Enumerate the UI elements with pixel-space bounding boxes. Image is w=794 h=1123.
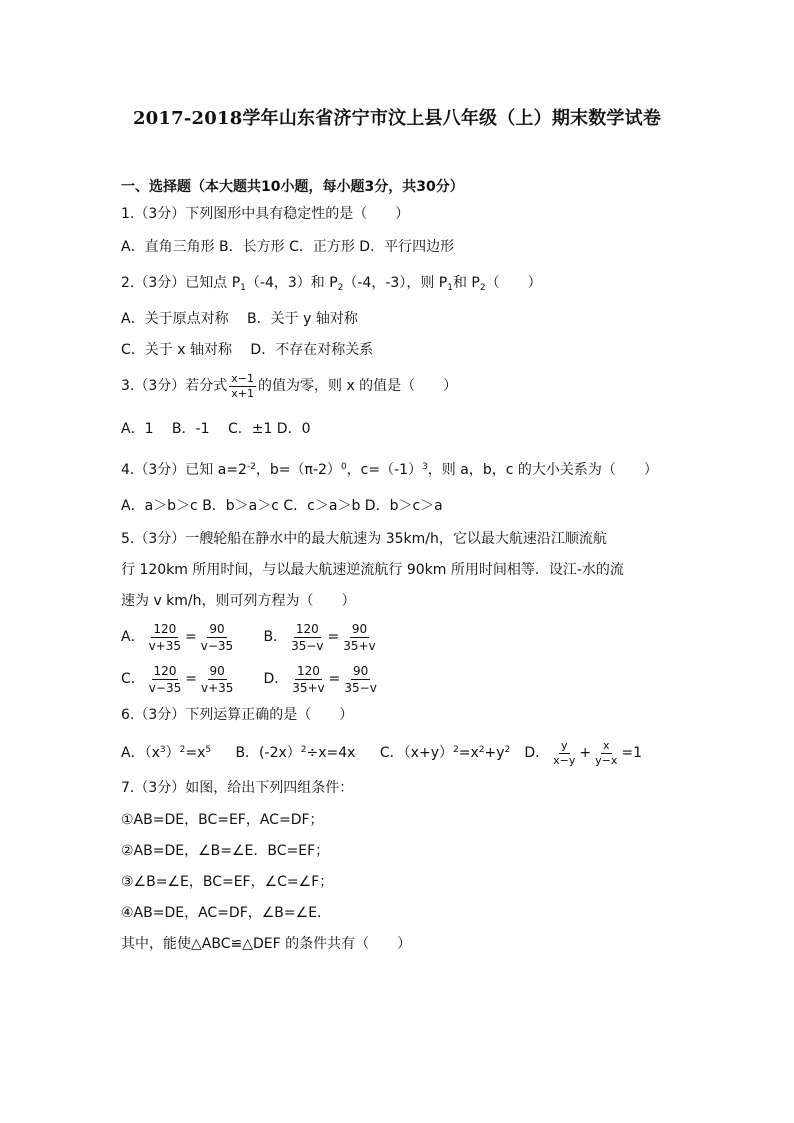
opt-text: C．（x+y）	[379, 745, 453, 761]
q2-options-ab: A．关于原点对称 B．关于 y 轴对称	[121, 311, 358, 327]
fraction-numerator: 120	[295, 621, 319, 636]
q2-text: （ ）	[485, 275, 542, 291]
q2-sub: 2	[479, 283, 486, 293]
fraction-numerator: x−1	[231, 371, 254, 385]
q3-fraction	[229, 372, 256, 401]
q7-condition-3: ③∠B=∠E，BC=EF，∠C=∠F；	[121, 874, 334, 890]
fraction-denominator: v+35	[148, 638, 182, 653]
q2-text: 2.（3分）已知点 P	[121, 275, 241, 291]
opt-sup: 5	[205, 745, 212, 755]
q1-options: A．直角三角形 B．长方形 C．正方形 D．平行四边形	[121, 239, 455, 255]
q2-text: （-4，3）和 P	[245, 275, 338, 291]
q3-stem	[121, 371, 457, 401]
q2-text: （-4，-3），则 P	[343, 275, 448, 291]
fraction	[147, 663, 183, 696]
equals-sign: =	[185, 629, 197, 645]
opt-sup: 2	[179, 745, 186, 755]
option-label: A．	[121, 629, 145, 645]
q2-text: 和 P	[452, 275, 480, 291]
fraction	[199, 621, 235, 654]
equals-sign: =	[327, 629, 340, 645]
q3-text: 3.（3分）若分式	[121, 378, 228, 394]
q3-options: A．1 B．-1 C．±1 D．0	[121, 421, 311, 437]
q6-stem: 6.（3分）下列运算正确的是（ ）	[121, 707, 354, 723]
opt-sup: 2	[300, 745, 307, 755]
section-heading: 一、选择题（本大题共10小题，每小题3分，共30分）	[121, 179, 464, 195]
opt-text: ）	[165, 745, 180, 761]
q4-text: ，c=（-1）	[346, 462, 423, 478]
option-label: D．	[263, 671, 289, 687]
fraction-denominator: v−35	[148, 680, 182, 695]
opt-sup: 2	[504, 745, 511, 755]
fraction	[341, 621, 377, 654]
fraction-numerator: 120	[153, 621, 177, 636]
fraction-numerator: x	[602, 738, 610, 752]
q5-line1: 5.（3分）一艘轮船在静水中的最大航速为 35km/h，它以最大航速沿江顺流航	[121, 531, 607, 547]
fraction	[289, 621, 325, 654]
q4-text: 4.（3分）已知 a=2	[121, 462, 247, 478]
q2-sub: 1	[240, 283, 246, 293]
opt-text: =x	[185, 745, 206, 761]
fraction	[147, 621, 183, 654]
fraction-denominator: 35+v	[292, 680, 325, 695]
q5-option-b	[263, 620, 379, 654]
q5-options-cd	[121, 662, 381, 696]
q7-condition-4: ④AB=DE，AC=DF，∠B=∠E．	[121, 905, 332, 921]
q7-question: 其中，能使△ABC≌△DEF 的条件共有（ ）	[121, 936, 412, 952]
fraction-denominator: y−x	[595, 753, 618, 767]
q2-sub: 1	[447, 283, 453, 293]
q5-option-d	[263, 662, 380, 696]
fraction-denominator: 35−v	[344, 680, 377, 695]
option-label: C．	[121, 671, 145, 687]
fraction-numerator: 90	[209, 663, 225, 678]
q5-option-a	[121, 620, 259, 654]
q6-option-d	[524, 737, 642, 769]
q3-text: 的值为零，则 x 的值是（ ）	[258, 378, 458, 394]
q4-sup: 0	[340, 462, 347, 472]
fraction	[551, 739, 577, 768]
q5-line3: 速为 v km/h，则可列方程为（ ）	[121, 593, 356, 609]
fraction-numerator: 90	[352, 663, 369, 678]
q6-options	[121, 737, 642, 769]
exam-title: 2017-2018学年山东省济宁市汶上县八年级（上）期末数学试卷	[132, 108, 662, 129]
q7-condition-1: ①AB=DE，BC=EF，AC=DF；	[121, 812, 324, 828]
q6-option-a	[121, 737, 231, 769]
fraction	[199, 663, 235, 696]
q6-option-b	[235, 737, 375, 769]
q5-option-c	[121, 662, 259, 696]
opt-text: +y	[484, 745, 505, 761]
fraction-numerator: 120	[297, 663, 320, 678]
opt-sup: 2	[452, 745, 459, 755]
q4-sup: -2	[246, 462, 256, 472]
plus-sign: +	[579, 745, 592, 761]
fraction-numerator: y	[561, 738, 568, 752]
q4-text: ，b=（π-2）	[255, 462, 341, 478]
option-label: B．	[263, 629, 288, 645]
q5-line2: 行 120km 所用时间，与以最大航速逆流航行 90km 所用时间相等．设江-水的流	[121, 562, 624, 578]
q7-condition-2: ②AB=DE，∠B=∠E．BC=EF；	[121, 843, 330, 859]
q2-sub: 2	[337, 283, 344, 293]
q7-stem: 7.（3分）如图，给出下列四组条件：	[121, 780, 354, 796]
fraction-denominator: v−35	[200, 638, 234, 653]
equals-sign: =	[328, 671, 341, 687]
fraction	[290, 663, 326, 696]
q4-stem	[121, 460, 658, 480]
q1-stem: 1.（3分）下列图形中具有稳定性的是（ ）	[121, 206, 410, 222]
fraction	[593, 739, 619, 768]
opt-sup: 3	[159, 745, 166, 755]
fraction-denominator: x+1	[231, 386, 254, 400]
opt-text: ÷x=4x	[306, 745, 356, 761]
fraction	[342, 663, 378, 696]
opt-text: A．（x	[121, 745, 160, 761]
q4-options: A．a＞b＞c B．b＞a＞c C．c＞a＞b D．b＞c＞a	[121, 498, 443, 514]
q2-stem	[121, 273, 542, 293]
option-label: D．	[524, 745, 550, 761]
fraction-denominator: 35+v	[343, 638, 376, 653]
opt-text: =x	[458, 745, 479, 761]
fraction-numerator: 90	[209, 621, 225, 636]
equals-sign: =	[185, 671, 197, 687]
fraction-denominator: x−y	[553, 753, 576, 767]
q4-text: ，则 a，b，c 的大小关系为（ ）	[427, 462, 658, 478]
fraction-denominator: 35−v	[291, 638, 324, 653]
fraction-denominator: v+35	[200, 680, 234, 695]
q6-option-c	[380, 737, 520, 769]
opt-sup: 2	[478, 745, 485, 755]
opt-text: B．(-2x）	[235, 745, 301, 761]
fraction-numerator: 120	[153, 663, 177, 678]
q4-sup: 3	[422, 462, 428, 472]
opt-text: =1	[621, 745, 643, 761]
fraction-numerator: 90	[351, 621, 368, 636]
q2-options-cd: C．关于 x 轴对称 D．不存在对称关系	[121, 342, 374, 358]
q5-options-ab	[121, 620, 380, 654]
